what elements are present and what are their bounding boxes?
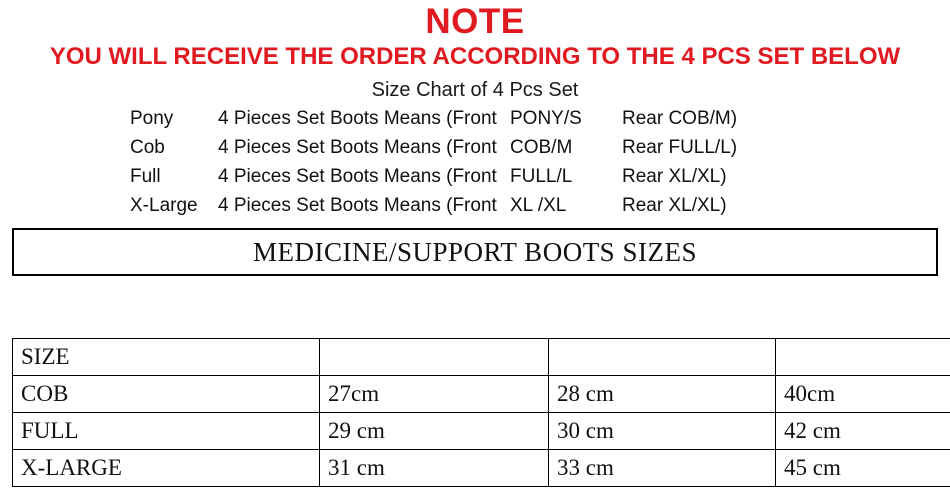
set-row-rear: Rear FULL/L) — [622, 137, 738, 158]
table-cell: COB — [13, 376, 320, 413]
set-row-rear: Rear XL/XL) — [622, 166, 727, 187]
table-header-cell — [549, 339, 776, 376]
set-chart-row — [130, 104, 830, 133]
table-cell: 33 cm — [549, 450, 776, 487]
set-row-means: 4 Pieces Set Boots Means (Front — [218, 137, 497, 158]
banner-box — [12, 228, 938, 276]
table-cell: FULL — [13, 413, 320, 450]
set-chart-list — [120, 104, 830, 220]
set-row-front: FULL/L — [510, 166, 573, 187]
set-row-means: 4 Pieces Set Boots Means (Front — [218, 166, 497, 187]
table-cell: 45 cm — [776, 450, 950, 487]
table-cell: 29 cm — [320, 413, 549, 450]
set-row-means: 4 Pieces Set Boots Means (Front — [218, 108, 497, 129]
table-row — [13, 376, 950, 413]
note-subtitle: YOU WILL RECEIVE THE ORDER ACCORDING TO THE 4 PCS SET BELOW — [49, 43, 901, 70]
spacer — [0, 276, 950, 338]
table-header-row — [13, 339, 950, 376]
table-cell: 40cm — [776, 376, 950, 413]
set-row-front: COB/M — [510, 137, 573, 158]
set-chart-title: Size Chart of 4 Pcs Set — [371, 79, 579, 101]
set-row-means: 4 Pieces Set Boots Means (Front — [218, 195, 497, 216]
set-chart-row — [130, 162, 830, 191]
set-row-rear: Rear XL/XL) — [622, 195, 727, 216]
table-cell: 31 cm — [320, 450, 549, 487]
set-row-size: Cob — [130, 137, 165, 158]
banner-text: MEDICINE/SUPPORT BOOTS SIZES — [253, 236, 697, 267]
table-cell: X-LARGE — [13, 450, 320, 487]
table-row — [13, 450, 950, 487]
table-cell: 42 cm — [776, 413, 950, 450]
set-row-front: XL /XL — [510, 195, 567, 216]
table-cell: 27cm — [320, 376, 549, 413]
table-header-cell — [320, 339, 549, 376]
table-cell: 30 cm — [549, 413, 776, 450]
set-row-size: Pony — [130, 108, 174, 129]
set-row-size: Full — [130, 166, 161, 187]
set-row-front: PONY/S — [510, 108, 582, 129]
table-cell: 28 cm — [549, 376, 776, 413]
size-table — [12, 338, 950, 487]
set-chart-row — [130, 133, 830, 162]
note-title: NOTE — [425, 2, 525, 41]
set-row-rear: Rear COB/M) — [622, 108, 738, 129]
table-row — [13, 413, 950, 450]
set-chart-row — [130, 191, 830, 220]
set-row-size: X-Large — [130, 195, 198, 216]
table-header-cell: SIZE — [13, 339, 320, 376]
table-header-cell — [776, 339, 950, 376]
